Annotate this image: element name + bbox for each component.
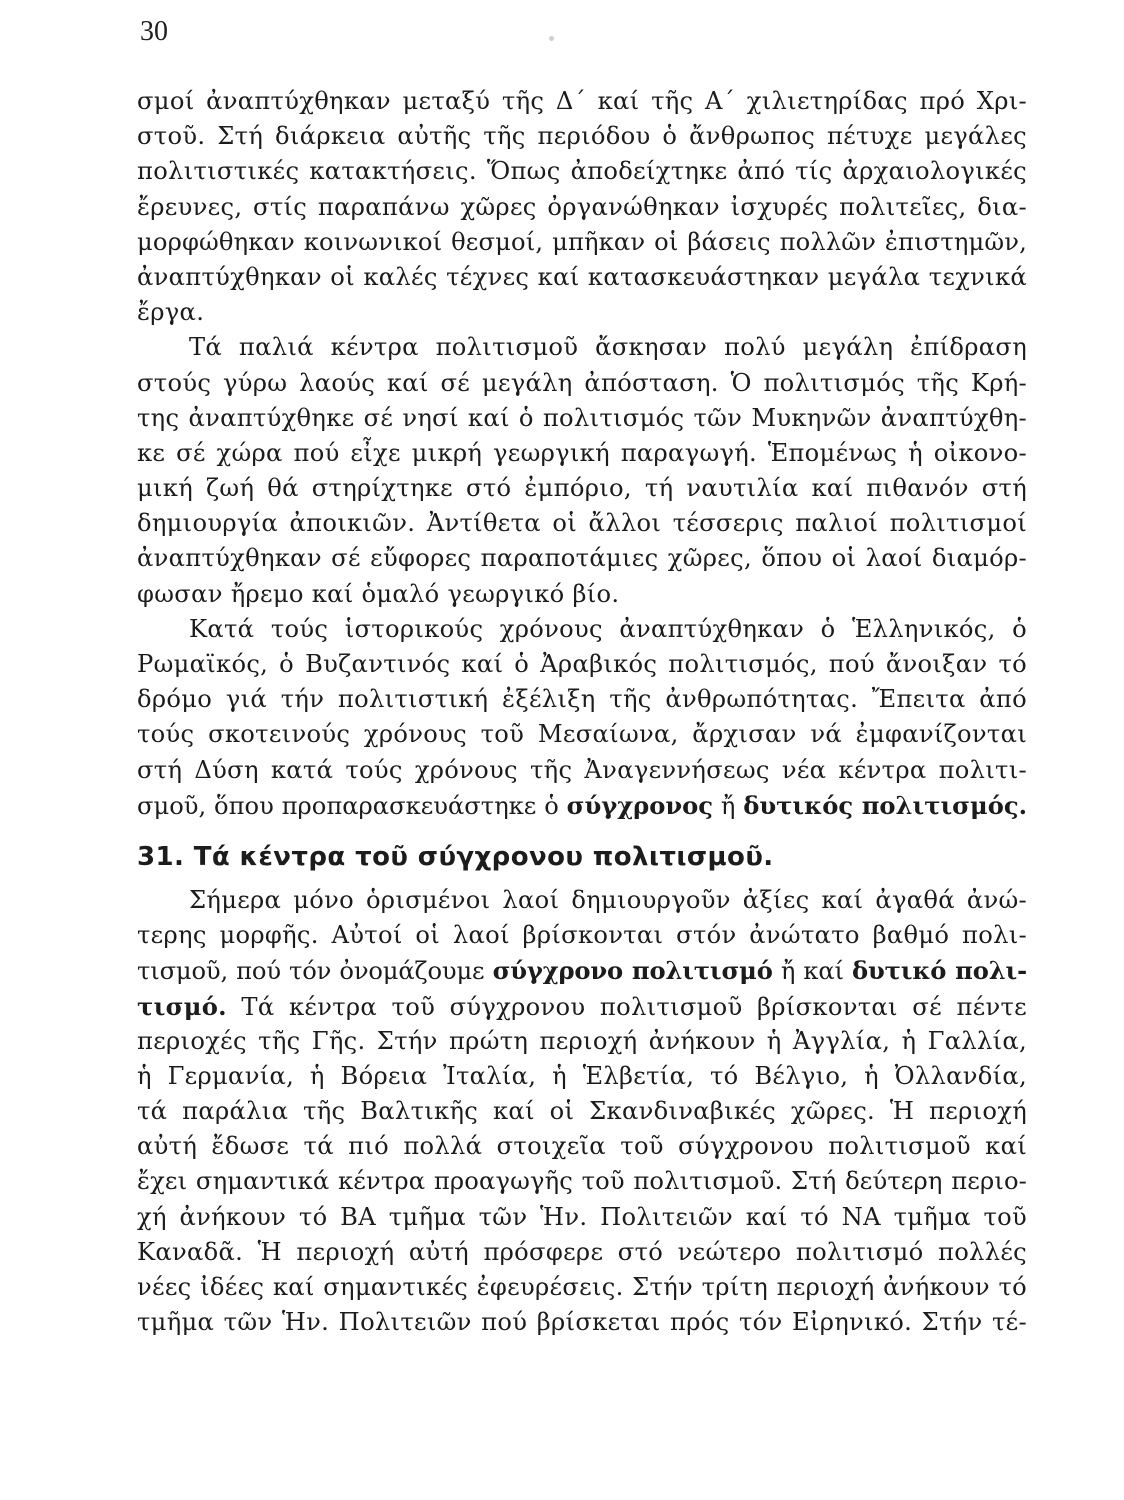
text-line: σμοί ἀναπτύχθηκαν μεταξύ τῆς Δ΄ καί τῆς Α΄ χιλιετηρίδας πρό Χρι- bbox=[137, 87, 1027, 115]
text-line: ἀναπτύχθηκαν σέ εὔφορες παραποτάμιες χῶρες, ὅπου οἱ λαοί διαμόρ- bbox=[137, 544, 1027, 573]
text-line: ἔργα. bbox=[137, 298, 205, 327]
text-line: αὐτή ἔδωσε τά πιό πολλά στοιχεῖα τοῦ σύγχρονου πολιτισμοῦ καί bbox=[137, 1132, 1027, 1161]
bold-term: σύγχρονος bbox=[566, 790, 713, 820]
text-line bbox=[137, 788, 1027, 823]
text-line: Καναδᾶ. Ἡ περιοχή αὐτή πρόσφερε στό νεώτερο πολιτισμό πολλές bbox=[137, 1237, 1027, 1266]
text-line: ἔρευνες, στίς παραπάνω χῶρες ὀργανώθηκαν ἰσχυρές πολιτεῖες, δια- bbox=[137, 192, 1027, 221]
text-line: νέες ἰδέες καί σημαντικές ἐφευρέσεις. Στήν τρίτη περιοχή ἀνήκουν τό bbox=[137, 1273, 1027, 1301]
text-line: στοῦ. Στή διάρκεια αὐτῆς τῆς περιόδου ὁ ἄνθρωπος πέτυχε μεγάλες bbox=[137, 122, 1027, 151]
text-line: φωσαν ἤρεμο καί ὁμαλό γεωργικό βίο. bbox=[137, 579, 620, 608]
page-body bbox=[137, 84, 1027, 1340]
text-line: Τά παλιά κέντρα πολιτισμοῦ ἄσκησαν πολύ μεγάλη ἐπίδραση bbox=[189, 333, 1027, 362]
paragraph-2 bbox=[137, 330, 1027, 612]
text-line bbox=[137, 989, 1027, 1024]
paragraph-1 bbox=[137, 84, 1027, 330]
paper-speck bbox=[549, 36, 554, 41]
bold-term: τισμό. bbox=[137, 991, 227, 1021]
text-line: στή Δύση κατά τούς χρόνους τῆς Ἀναγεννήσεως νέα κέντρα πολιτι- bbox=[137, 755, 1027, 784]
page-number: 30 bbox=[140, 16, 168, 47]
text-line: Ρωμαϊκός, ὁ Βυζαντινός καί ὁ Ἀραβικός πολιτισμός, πού ἄνοιξαν τό bbox=[137, 650, 1027, 678]
text-run: σμοῦ, ὅπου προπαρασκευάστηκε ὁ bbox=[137, 791, 567, 820]
text-line: ἀναπτύχθηκαν οἱ καλές τέχνες καί κατασκευάστηκαν μεγάλα τεχνικά bbox=[137, 262, 1027, 291]
text-line: κε σέ χώρα πού εἶχε μικρή γεωργική παραγωγή. Ἑπομένως ἡ οἰκονο- bbox=[137, 438, 1027, 467]
text-line: δρόμο γιά τήν πολιτιστική ἐξέλιξη τῆς ἀνθρωπότητας. Ἔπειτα ἀπό bbox=[137, 685, 1027, 714]
text-line: πολιτιστικές κατακτήσεις. Ὅπως ἀποδείχτηκε ἀπό τίς ἀρχαιολογικές bbox=[137, 157, 1027, 186]
section-heading: 31. Τά κέντρα τοῦ σύγχρονου πολιτισμοῦ. bbox=[137, 841, 774, 872]
text-line: της ἀναπτύχθηκε σέ νησί καί ὁ πολιτισμός τῶν Μυκηνῶν ἀναπτύχθη- bbox=[137, 403, 1027, 432]
text-line: Κατά τούς ἱστορικούς χρόνους ἀναπτύχθηκαν ὁ Ἑλληνικός, ὁ bbox=[189, 614, 1027, 643]
text-run: Τά κέντρα τοῦ σύγχρονου πολιτισμοῦ βρίσκονται σέ πέντε bbox=[226, 992, 1027, 1021]
text-line: μορφώθηκαν κοινωνικοί θεσμοί, μπῆκαν οἱ βάσεις πολλῶν ἐπιστημῶν, bbox=[137, 227, 1027, 256]
text-run: ἤ bbox=[712, 791, 744, 820]
bold-term: σύγχρονο πολιτισμό bbox=[492, 956, 773, 986]
text-line: τούς σκοτεινούς χρόνους τοῦ Μεσαίωνα, ἄρχισαν νά ἐμφανίζονται bbox=[137, 720, 1027, 749]
text-run: τισμοῦ, πού τόν ὀνομάζουμε bbox=[137, 957, 493, 986]
text-line: μική ζωή θά στηρίχτηκε στό ἐμπόριο, τή ναυτιλία καί πιθανόν στή bbox=[137, 474, 1027, 503]
text-run: ἤ καί bbox=[772, 957, 853, 986]
text-line: τά παράλια τῆς Βαλτικῆς καί οἱ Σκανδιναβικές χῶρες. Ἡ περιοχή bbox=[137, 1097, 1027, 1126]
text-line bbox=[137, 953, 1027, 988]
paragraph-3 bbox=[137, 612, 1027, 823]
text-line: χή ἀνήκουν τό ΒΑ τμῆμα τῶν Ἡν. Πολιτειῶν καί τό ΝΑ τμῆμα τοῦ bbox=[137, 1202, 1027, 1231]
bold-term: δυτικός πολιτισμός. bbox=[743, 790, 1027, 820]
text-line: περιοχές τῆς Γῆς. Στήν πρώτη περιοχή ἀνήκουν ἡ Ἀγγλία, ἡ Γαλλία, bbox=[137, 1026, 1027, 1055]
text-line: στούς γύρω λαούς καί σέ μεγάλη ἀπόσταση. Ὁ πολιτισμός τῆς Κρή- bbox=[137, 368, 1027, 397]
text-line: ἔχει σημαντικά κέντρα προαγωγῆς τοῦ πολιτισμοῦ. Στή δεύτερη περιο- bbox=[137, 1167, 1027, 1196]
text-line: δημιουργία ἀποικιῶν. Ἀντίθετα οἱ ἄλλοι τέσσερις παλιοί πολιτισμοί bbox=[137, 509, 1027, 538]
bold-term: δυτικό πολι- bbox=[852, 956, 1027, 986]
text-line: τμῆμα τῶν Ἡν. Πολιτειῶν πού βρίσκεται πρός τόν Εἰρηνικό. Στήν τέ- bbox=[137, 1308, 1027, 1337]
text-line: τερης μορφῆς. Αὐτοί οἱ λαοί βρίσκονται στόν ἀνώτατο βαθμό πολι- bbox=[137, 921, 1027, 950]
text-line: ἡ Γερμανία, ἡ Βόρεια Ἰταλία, ἡ Ἑλβετία, τό Βέλγιο, ἡ Ὀλλανδία, bbox=[137, 1061, 1027, 1090]
paragraph-4 bbox=[137, 883, 1027, 1340]
text-line: Σήμερα μόνο ὁρισμένοι λαοί δημιουργοῦν ἀξίες καί ἀγαθά ἀνώ- bbox=[189, 885, 1027, 914]
